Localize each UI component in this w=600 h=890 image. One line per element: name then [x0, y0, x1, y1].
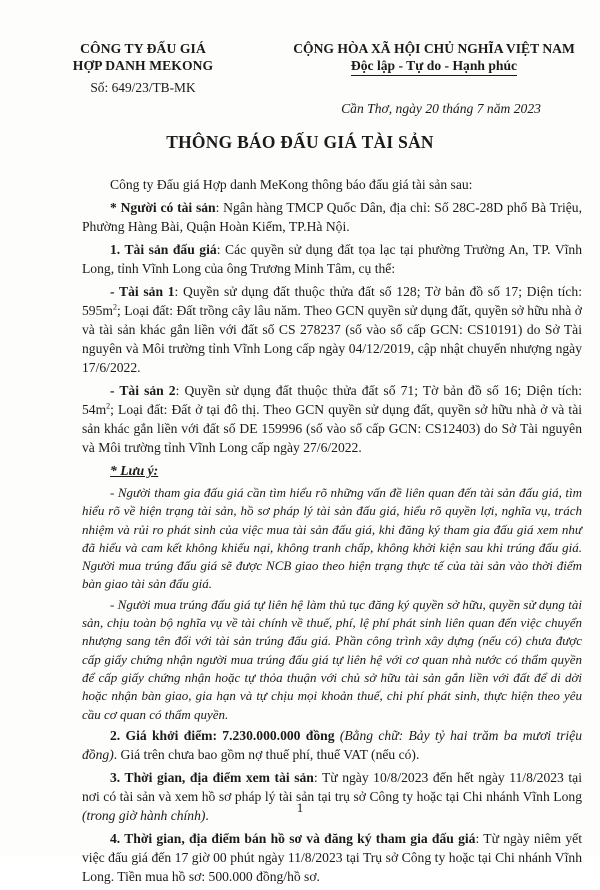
- price-words: (Bằng chữ: Bảy tỷ hai trăm ba mươi triệu đồng): [82, 727, 582, 762]
- asset2-sup: 2: [106, 401, 111, 411]
- document-title: THÔNG BÁO ĐẤU GIÁ TÀI SẢN: [166, 132, 434, 152]
- sale-label: 4. Thời gian, địa điểm bán hồ sơ và đăng ký tham gia đấu giá: [110, 830, 476, 846]
- owner-paragraph: [82, 198, 582, 236]
- asset-label: 1. Tài sản đấu giá: [110, 242, 217, 257]
- note-heading: [82, 461, 582, 480]
- price-label: 2. Giá khởi điểm: 7.230.000.000 đồng: [110, 727, 335, 743]
- view-paragraph: [82, 768, 582, 825]
- note-paragraph-2: - Người mua trúng đấu giá tự liên hệ làm thủ tục đăng ký quyền sở hữu, quyền sử dụng tài sản, chịu toàn bộ nghĩa vụ về tài chính về thuế, phí, lệ phí phát sinh liên quan đến việc chuyển nhượng sang tên đối với tài sản trúng đấu giá. Phần công trình xây dựng (nếu có) chưa được cấp giấy chứng nhận người mua trúng đấu giá tự liên hệ với cơ quan nhà nước có thẩm quyền để cấp giấy chứng nhận hoặc tự thỏa thuận với chủ sở hữu tài sản gắn liền với đất để di dời hoặc nhận bàn giao, gia hạn và tự chịu mọi khoản thuế, chi phí phát sinh, thực hiện theo yêu cầu cơ quan có thẩm quyền.: [82, 596, 582, 722]
- price-rest: . Giá trên chưa bao gồm nợ thuế phí, thuế VAT (nếu có).: [113, 746, 420, 762]
- asset1-text-b: ; Loại đất: Đất trồng cây lâu năm. Theo GCN quyền sử dụng đất, quyền sở hữu nhà ở và tài sản khác gắn liền với đất số CS 278237 (số vào sổ cấp GCN: CS10191) do Sở Tài nguyên và Môi trường tỉnh Vĩnh Long cấp ngày 04/12/2019, cập nhật chuyển nhượng ngày 17/6/2022.: [82, 303, 582, 375]
- asset2-text-a: : Quyền sử dụng đất thuộc thửa đất số 71; Tờ bản đồ số 16; Diện tích: 54m: [82, 383, 582, 417]
- company-name-line2: HỢP DANH MEKONG: [72, 58, 214, 73]
- asset-text: : Các quyền sử dụng đất tọa lạc tại phường Trường An, TP. Vĩnh Long, tỉnh Vĩnh Long của ông Trương Minh Tâm, cụ thể:: [82, 242, 583, 276]
- national-motto: Độc lập - Tự do - Hạnh phúc: [351, 57, 517, 76]
- document-number: Số: 649/23/TB-MK: [90, 80, 196, 95]
- sale-text: : Từ ngày niêm yết việc đấu giá đến 17 giờ 00 phút ngày 11/8/2023 tại Trụ sở Công ty hoặc tại Chi nhánh Vĩnh Long. Tiền mua hồ sơ: 500.000 đồng/hồ sơ.: [82, 830, 582, 884]
- document-date: Cần Thơ, ngày 20 tháng 7 năm 2023: [341, 101, 541, 116]
- view-italic: (trong giờ hành chính): [82, 807, 206, 823]
- asset1-text-a: : Quyền sử dụng đất thuộc thửa đất số 128; Tờ bản đồ số 17; Diện tích: 595m: [82, 284, 582, 318]
- asset2-text-b: ; Loại đất: Đất ở tại đô thị. Theo GCN quyền sử dụng đất, quyền sở hữu nhà ở và tài sản khác gắn liền với đất số DE 159996 (số vào sổ cấp GCN: CS12403) do Sở Tài nguyên và Môi trường tỉnh Vĩnh Long cấp ngày 27/6/2022.: [82, 402, 582, 455]
- intro-paragraph: Công ty Đấu giá Hợp danh MeKong thông báo đấu giá tài sản sau:: [110, 177, 473, 192]
- owner-text: : Ngân hàng TMCP Quốc Dân, địa chỉ: Số 28C-28D phố Bà Triệu, Phường Hàng Bài, Quận Hoàn Kiếm, TP.Hà Nội.: [82, 200, 583, 234]
- company-name-line1: CÔNG TY ĐẤU GIÁ: [80, 41, 206, 56]
- owner-label: * Người có tài sản: [110, 200, 216, 215]
- asset2-paragraph: [82, 381, 582, 457]
- note-paragraph-1: - Người tham gia đấu giá cần tìm hiểu rõ những vấn đề liên quan đến tài sản đấu giá, tìm hiểu rõ về hiện trạng tài sản, hồ sơ pháp lý tài sản đấu giá, hiểu rõ quyền lợi, nghĩa vụ, trách nhiệm và rủi ro phát sinh của việc mua tài sản đấu giá, khi đăng ký tham gia đấu giá xem như đã hiểu và cam kết không khiếu nại, không tranh chấp, không khởi kiện sau khi trúng đấu giá. Người mua trúng đấu giá sẽ được NCB giao theo hiện trạng thực tế của tài sản vào thời điểm bàn giao tài sản đấu giá.: [82, 485, 582, 592]
- note-label: * Lưu ý:: [110, 463, 159, 478]
- national-header: [286, 40, 582, 76]
- view-text: : Từ ngày 10/8/2023 đến hết ngày 11/8/2023 tại nơi có tài sản và xem hồ sơ pháp lý tài sản tại trụ sở Công ty hoặc tại Chi nhánh Vĩnh Long: [82, 769, 582, 804]
- national-title: CỘNG HÒA XÃ HỘI CHỦ NGHĨA VIỆT NAM: [293, 41, 575, 56]
- asset1-paragraph: [82, 282, 582, 377]
- sale-paragraph: [82, 829, 582, 886]
- asset1-label: - Tài sản 1: [110, 284, 175, 299]
- asset2-label: - Tài sản 2: [110, 383, 176, 398]
- page-number: 1: [296, 800, 304, 815]
- asset1-sup: 2: [112, 302, 117, 312]
- view-end: .: [205, 807, 209, 823]
- asset-paragraph: [82, 240, 582, 278]
- view-label: 3. Thời gian, địa điểm xem tài sản: [110, 769, 314, 785]
- document-body: [82, 175, 582, 890]
- company-header: [58, 40, 228, 96]
- price-paragraph: [82, 726, 582, 764]
